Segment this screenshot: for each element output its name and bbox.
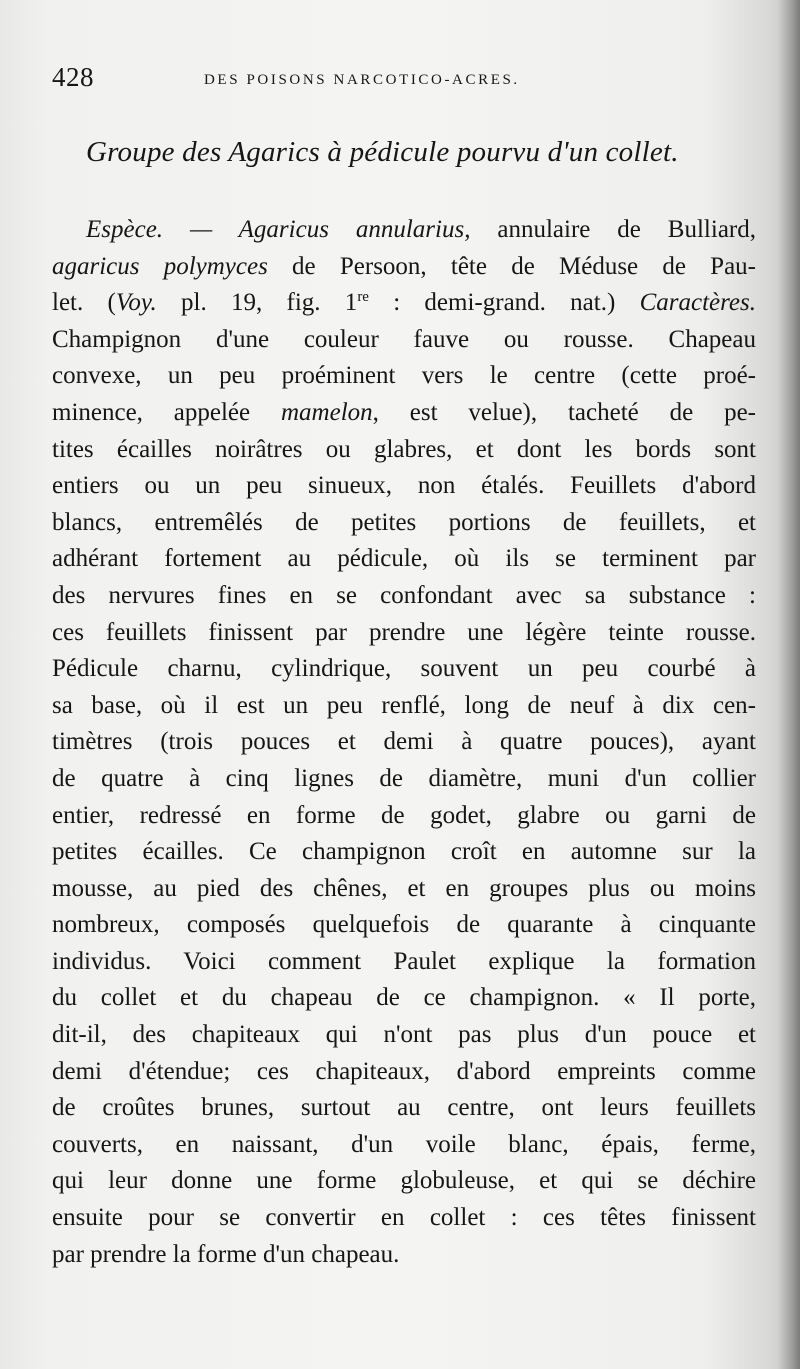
text-line <box>52 1090 756 1127</box>
text-segment: par prendre la forme d'un chapeau. <box>52 1240 400 1268</box>
text-line <box>52 615 756 652</box>
text-segment: : demi-grand. nat.) <box>368 289 640 317</box>
text-line <box>52 285 756 322</box>
text-line <box>52 688 756 725</box>
text-line <box>52 651 756 688</box>
text-line <box>52 1127 756 1164</box>
text-segment: blancs, entremêlés de petites portions de feuillets, et <box>52 508 756 536</box>
text-line <box>52 871 756 908</box>
text-line <box>52 249 756 286</box>
text-segment: , est velue), tacheté de pe- <box>372 398 757 426</box>
text-segment: mamelon <box>281 398 373 426</box>
text-line <box>52 395 756 432</box>
text-segment: Caractères. <box>639 289 756 317</box>
section-title: Groupe des Agarics à pédicule pourvu d'un collet. <box>86 136 679 168</box>
text-segment: Espèce. — <box>86 216 239 243</box>
text-segment: Agaricus annularius, <box>238 216 471 243</box>
superscript-text: re <box>357 289 369 306</box>
text-line <box>52 1237 756 1274</box>
text-line <box>52 541 756 578</box>
text-line <box>52 980 756 1017</box>
text-line <box>52 1054 756 1091</box>
text-segment: des nervures fines en se confondant avec sa substance : <box>52 581 756 609</box>
text-line <box>52 322 756 359</box>
text-line <box>52 907 756 944</box>
text-segment: demi d'étendue; ces chapiteaux, d'abord empreints comme <box>52 1057 756 1085</box>
text-segment: couverts, en naissant, d'un voile blanc, épais, ferme, <box>52 1130 756 1158</box>
text-segment: ensuite pour se convertir en collet : ces têtes finissent <box>52 1204 756 1232</box>
text-line <box>52 1017 756 1054</box>
text-segment: pl. 19, fig. 1 <box>156 289 358 317</box>
text-line <box>52 578 756 615</box>
text-line <box>52 358 756 395</box>
text-segment: de croûtes brunes, surtout au centre, ont leurs feuillets <box>52 1094 756 1122</box>
text-segment: sa base, où il est un peu renflé, long de neuf à dix cen- <box>52 691 756 719</box>
text-segment: nombreux, composés quelquefois de quarante à cinquante <box>52 911 756 939</box>
text-segment: Voy. <box>115 289 157 317</box>
text-segment: de Persoon, tête de Méduse de Pau- <box>267 252 756 280</box>
page-header <box>52 62 752 96</box>
text-line <box>52 1200 756 1237</box>
text-segment: tites écailles noirâtres ou glabres, et dont les bords sont <box>52 435 756 463</box>
text-segment: let. ( <box>52 289 116 317</box>
text-segment: Pédicule charnu, cylindrique, souvent un peu courbé à <box>52 655 756 683</box>
text-line <box>52 468 756 505</box>
text-segment: individus. Voici comment Paulet explique la formation <box>52 947 756 975</box>
text-segment: convexe, un peu proéminent vers le centre (cette proé- <box>52 362 756 390</box>
text-line <box>52 505 756 542</box>
text-segment: petites écailles. Ce champignon croît en automne sur la <box>52 838 756 866</box>
text-line <box>52 834 756 871</box>
text-segment: ces feuillets finissent par prendre une légère teinte rousse. <box>52 618 756 646</box>
text-segment: du collet et du chapeau de ce champignon. « Il porte, <box>52 984 756 1012</box>
body-paragraph <box>52 212 756 1273</box>
text-segment: minence, appelée <box>52 398 281 426</box>
text-line <box>52 432 756 469</box>
text-line <box>52 761 756 798</box>
text-segment: entier, redressé en forme de godet, glabre ou garni de <box>52 801 756 829</box>
text-segment: adhérant fortement au pédicule, où ils se terminent par <box>52 545 756 573</box>
text-line <box>52 212 756 249</box>
text-segment: mousse, au pied des chênes, et en groupes plus ou moins <box>52 874 756 902</box>
text-segment: qui leur donne une forme globuleuse, et qui se déchire <box>52 1167 756 1195</box>
text-segment: dit-il, des chapiteaux qui n'ont pas plus d'un pouce et <box>52 1021 756 1049</box>
text-segment: entiers ou un peu sinueux, non étalés. Feuillets d'abord <box>52 472 756 500</box>
text-line <box>52 724 756 761</box>
text-segment: de quatre à cinq lignes de diamètre, muni d'un collier <box>52 764 756 792</box>
text-segment: timètres (trois pouces et demi à quatre pouces), ayant <box>52 728 756 756</box>
running-head: DES POISONS NARCOTICO-ACRES. <box>204 72 520 88</box>
text-segment: agaricus polymyces <box>52 252 268 280</box>
text-segment: annulaire de Bulliard, <box>470 216 756 243</box>
text-line <box>52 1163 756 1200</box>
text-line <box>52 944 756 981</box>
text-segment: Champignon d'une couleur fauve ou rousse. Chapeau <box>52 325 756 353</box>
text-line <box>52 798 756 835</box>
page-number: 428 <box>52 62 94 92</box>
